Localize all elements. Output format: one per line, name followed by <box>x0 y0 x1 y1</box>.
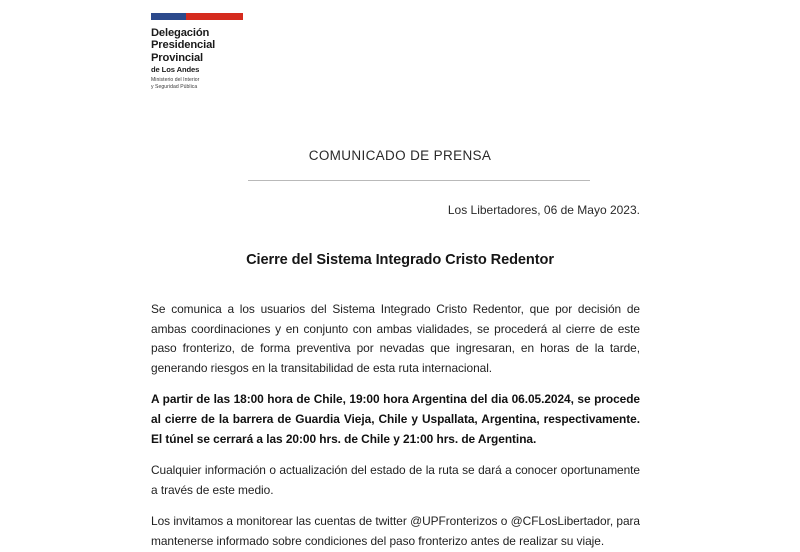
ministry-line-2: y Seguridad Pública <box>151 83 198 90</box>
document-body <box>151 300 640 552</box>
organization-location: de Los Andes <box>151 65 200 75</box>
flag-red-segment <box>186 13 243 20</box>
body-paragraph-highlight: A partir de las 18:00 hora de Chile, 19:00 hora Argentina del dia 06.05.2024, se procede al cierre de la barrera de Guardia Vieja, Chile y Uspallata, Argentina, respectivamente. El túnel se cerrará a las 20:00 hrs. de Chile y 21:00 hrs. de Argentina. <box>151 392 640 446</box>
ministry-line-1: Ministerio del Interior <box>151 77 200 84</box>
title-divider <box>248 180 590 181</box>
body-paragraph: Los invitamos a monitorear las cuentas de twitter @UPFronterizos o @CFLosLibertador, para mantenerse informado sobre condiciones del paso fronterizo antes de realizar su viaje. <box>151 514 640 548</box>
organization-name <box>151 27 271 64</box>
body-paragraph: Cualquier información o actualización del estado de la ruta se dará a conocer oportunamente a través de este medio. <box>151 463 640 497</box>
organization-line-3: Provincial <box>151 51 203 64</box>
document-type-title: COMUNICADO DE PRENSA <box>308 148 492 163</box>
flag-blue-segment <box>151 13 186 20</box>
dateline: Los Libertadores, 06 de Mayo 2023. <box>447 203 640 217</box>
body-paragraph: Se comunica a los usuarios del Sistema Integrado Cristo Redentor, que por decisión de ambas coordinaciones y en conjunto con ambas vialidades, se procederá al cierre de este paso fronterizo, de forma preventiva por nevadas que ingresaran, en horas de la tarde, generando riesgos en la transitabilidad de esta ruta internacional. <box>151 302 640 375</box>
organization-line-1: Delegación <box>151 27 210 39</box>
chile-flag-bar-icon <box>151 13 243 20</box>
letterhead <box>151 13 271 90</box>
organization-line-2: Presidencial <box>151 39 216 52</box>
ministry-name <box>151 77 271 90</box>
page-title: Cierre del Sistema Integrado Cristo Redentor <box>246 252 554 268</box>
